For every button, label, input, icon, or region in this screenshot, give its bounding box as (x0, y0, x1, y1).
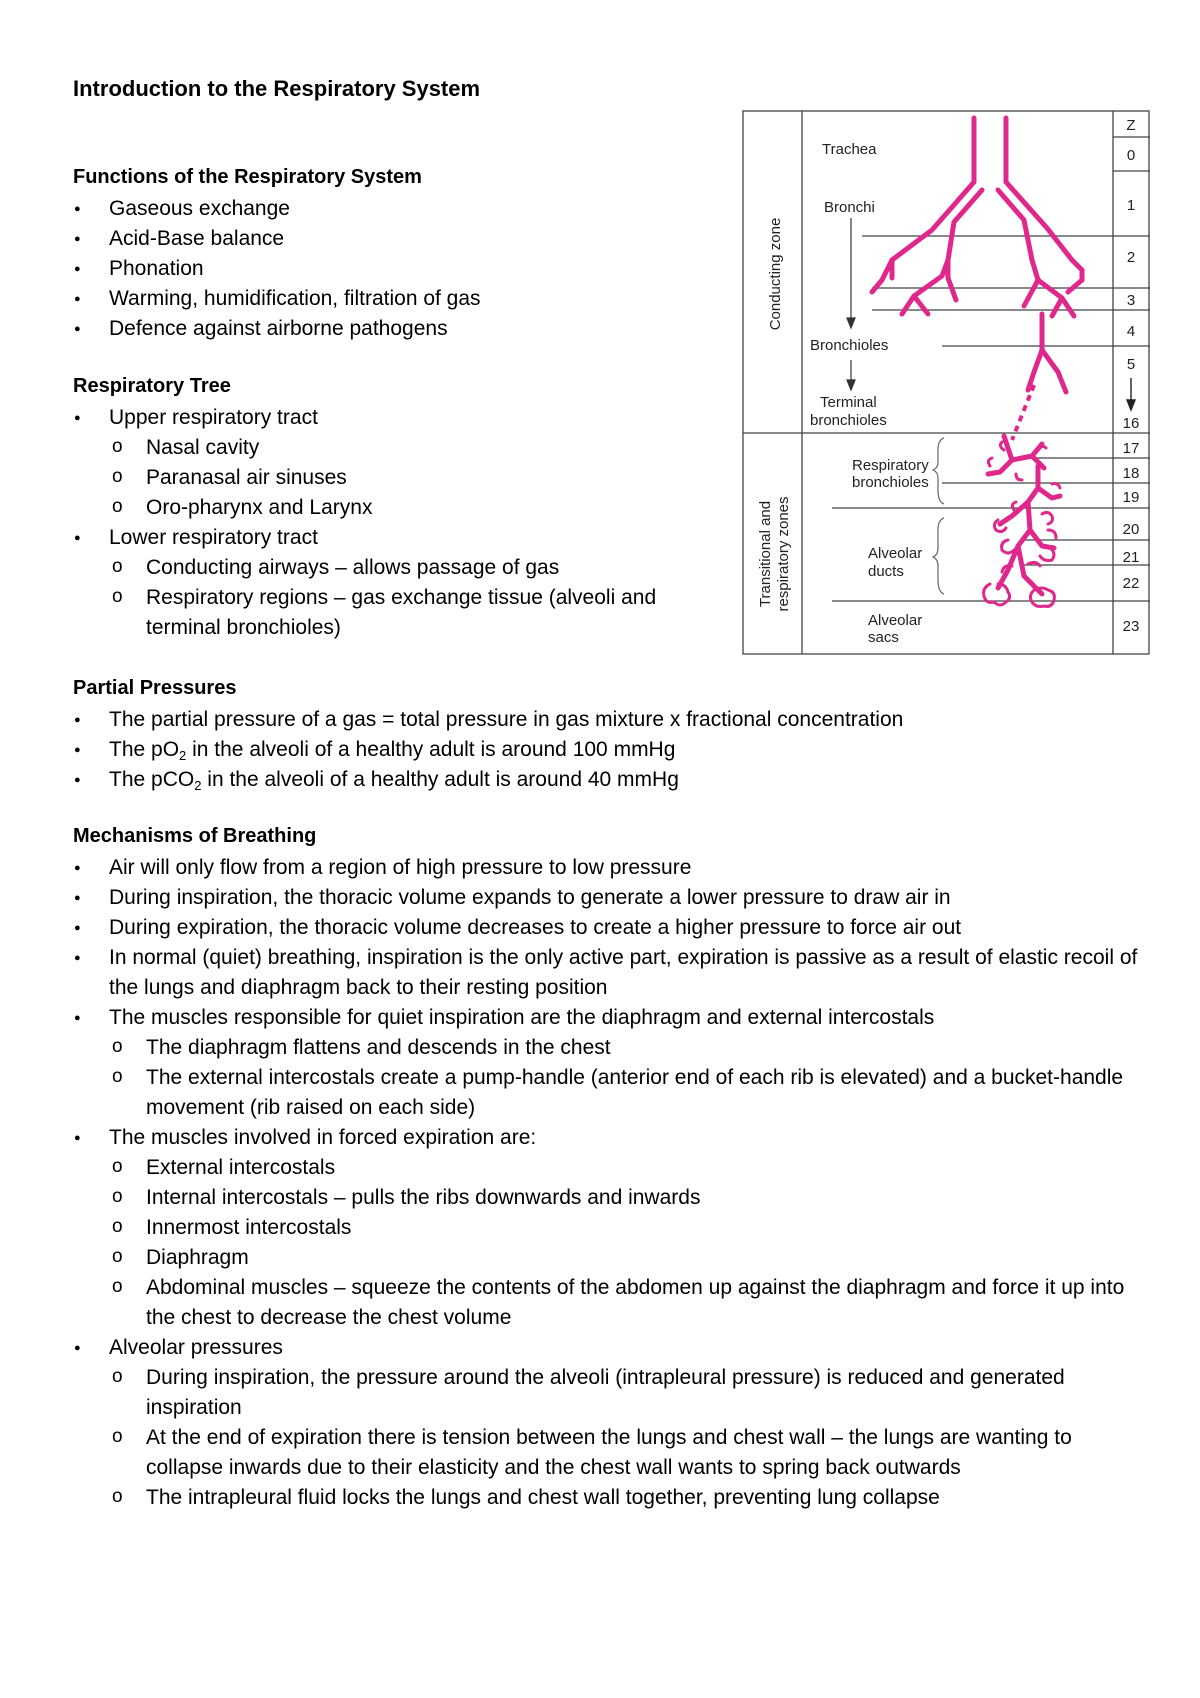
page-title: Introduction to the Respiratory System (73, 76, 481, 101)
generation-20: 20 (1122, 521, 1140, 538)
mechanisms-list (73, 853, 1153, 1513)
generation-4: 4 (1126, 323, 1136, 340)
sub-list-item: o Innermost intercostals (73, 1213, 1153, 1243)
list-item (73, 765, 1153, 795)
terminal-label-1: Terminal (820, 394, 877, 411)
upper-tract-sublist (73, 433, 733, 523)
airway-tree-illustration (872, 118, 1082, 607)
z-header: Z (1126, 117, 1136, 134)
pco2-subscript: 2 (194, 778, 202, 793)
generation-numbers (1123, 117, 1140, 635)
generation-21: 21 (1122, 549, 1140, 566)
quiet-inspiration-label: The muscles responsible for quiet inspiration are the diaphragm and external intercostals (109, 1006, 935, 1029)
sub-list-item: o At the end of expiration there is tension between the lungs and chest wall – the lungs are wanting to collapse inwards due to their elasticity and the chest wall wants to spring back outwards (73, 1423, 1153, 1483)
forced-expiration-label: The muscles involved in forced expiration are: (109, 1126, 537, 1149)
pressures-list (73, 705, 1153, 795)
trachea-label: Trachea (822, 141, 877, 158)
list-item: ● Warming, humidification, filtration of gas (73, 284, 481, 314)
generation-lines (832, 137, 1150, 601)
generation-3: 3 (1126, 292, 1136, 309)
lower-tract-label: Lower respiratory tract (109, 526, 318, 549)
po2-text-rest: in the alveoli of a healthy adult is around 100 mmHg (186, 738, 676, 761)
generation-5: 5 (1126, 356, 1136, 373)
functions-list (73, 194, 481, 344)
generation-0: 0 (1126, 147, 1136, 164)
sub-list-item: o The diaphragm flattens and descends in the chest (73, 1033, 1153, 1063)
po2-subscript: 2 (179, 748, 187, 763)
list-item (73, 735, 1153, 765)
sub-list-item: o Diaphragm (73, 1243, 1153, 1273)
zone-braces (933, 438, 944, 594)
respiratory-label-2: bronchioles (852, 474, 929, 491)
list-item: ● During expiration, the thoracic volume decreases to create a higher pressure to force air out (73, 913, 1153, 943)
transitional-zone-label-2: respiratory zones (775, 496, 792, 612)
sub-list-item: o Paranasal air sinuses (73, 463, 733, 493)
pco2-text-rest: in the alveoli of a healthy adult is around 40 mmHg (201, 768, 679, 791)
sub-list-item: o The intrapleural fluid locks the lungs and chest wall together, preventing lung collapse (73, 1483, 1153, 1513)
sub-list-item: o External intercostals (73, 1153, 1153, 1183)
generation-19: 19 (1122, 489, 1140, 506)
forced-expiration-sublist (73, 1153, 1153, 1333)
list-item: ● During inspiration, the thoracic volume expands to generate a lower pressure to draw air in (73, 883, 1153, 913)
mechanisms-heading: Mechanisms of Breathing (73, 825, 317, 847)
respiratory-tree-diagram (742, 110, 1150, 655)
pco2-text: The pCO (109, 768, 195, 791)
list-item: ● In normal (quiet) breathing, inspiration is the only active part, expiration is passive as a result of elastic recoil of the lungs and diaphragm back to their resting position (73, 943, 1153, 1003)
lower-tract-sublist (73, 553, 733, 643)
bronchi-label: Bronchi (824, 199, 875, 216)
sacs-label-1: Alveolar (868, 612, 923, 629)
generation-23: 23 (1122, 618, 1140, 635)
alveolar-pressures-sublist (73, 1363, 1153, 1513)
generation-17: 17 (1122, 440, 1140, 457)
sub-list-item: o The external intercostals create a pump-handle (anterior end of each rib is elevated) and a bucket-handle movement (rib raised on each side) (73, 1063, 1153, 1123)
functions-heading: Functions of the Respiratory System (73, 166, 422, 188)
sub-list-item: o Respiratory regions – gas exchange tissue (alveoli and terminal bronchioles) (73, 583, 733, 643)
generation-16: 16 (1122, 415, 1140, 432)
list-item (73, 1003, 1153, 1123)
po2-text: The pO (109, 738, 180, 761)
sub-list-item: o Conducting airways – allows passage of gas (73, 553, 733, 583)
sub-list-item: o Internal intercostals – pulls the ribs downwards and inwards (73, 1183, 1153, 1213)
ducts-label-1: Alveolar (868, 545, 923, 562)
ducts-label-2: ducts (868, 563, 904, 580)
conducting-zone-label: Conducting zone (767, 217, 784, 331)
upper-tract-label: Upper respiratory tract (109, 406, 318, 429)
transitional-zone-label-1: Transitional and (757, 500, 774, 608)
list-item (73, 523, 733, 643)
sub-list-item: o Abdominal muscles – squeeze the contents of the abdomen up against the diaphragm and force it up into the chest to decrease the chest volume (73, 1273, 1153, 1333)
list-item (73, 403, 733, 523)
pressures-heading: Partial Pressures (73, 677, 237, 699)
list-item (73, 1123, 1153, 1333)
list-item (73, 1333, 1153, 1513)
alveolar-pressures-label: Alveolar pressures (109, 1336, 283, 1359)
respiratory-label-1: Respiratory (852, 457, 929, 474)
sub-list-item: o During inspiration, the pressure around the alveoli (intrapleural pressure) is reduced and generated inspiration (73, 1363, 1153, 1423)
bronchioles-label: Bronchioles (810, 337, 889, 354)
bronchi-arrow (847, 218, 855, 390)
generation-2: 2 (1126, 249, 1136, 266)
list-item: ● Air will only flow from a region of high pressure to low pressure (73, 853, 1153, 883)
list-item: ● Gaseous exchange (73, 194, 481, 224)
sacs-label-2: sacs (868, 629, 899, 646)
generation-arrow (1127, 378, 1135, 410)
sub-list-item: o Oro-pharynx and Larynx (73, 493, 733, 523)
tree-heading: Respiratory Tree (73, 375, 231, 397)
list-item: ● The partial pressure of a gas = total pressure in gas mixture x fractional concentration (73, 705, 1153, 735)
diagram-frame (743, 111, 1149, 654)
generation-18: 18 (1122, 465, 1140, 482)
list-item: ● Defence against airborne pathogens (73, 314, 481, 344)
sub-list-item: o Nasal cavity (73, 433, 733, 463)
generation-22: 22 (1122, 575, 1140, 592)
quiet-inspiration-sublist (73, 1033, 1153, 1123)
generation-1: 1 (1126, 197, 1136, 214)
list-item: ● Phonation (73, 254, 481, 284)
list-item: ● Acid-Base balance (73, 224, 481, 254)
terminal-label-2: bronchioles (810, 412, 887, 429)
tree-list (73, 403, 733, 643)
